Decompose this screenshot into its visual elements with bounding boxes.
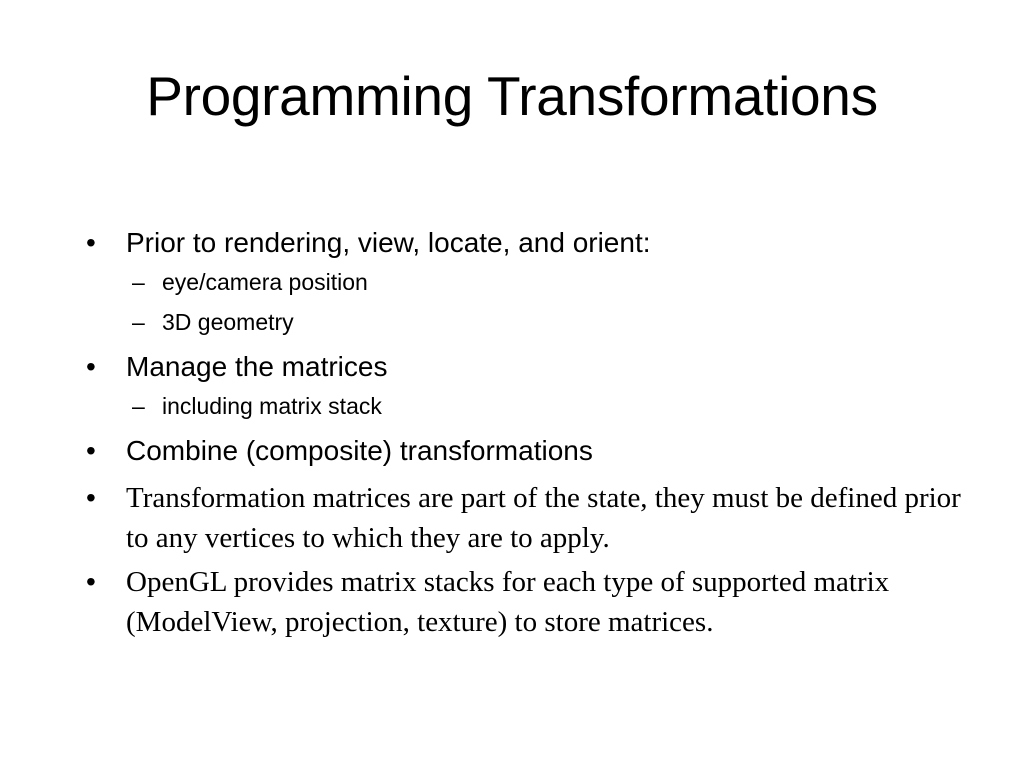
- bullet-marker: •: [86, 227, 96, 258]
- sub-bullet-text: eye/camera position: [162, 269, 368, 295]
- slide-body: [86, 226, 966, 646]
- dash-marker: –: [132, 269, 145, 295]
- bullet-item: [86, 478, 966, 558]
- bullet-marker: •: [86, 482, 96, 513]
- sub-bullet-text: including matrix stack: [162, 393, 382, 419]
- bullet-marker: •: [86, 566, 96, 597]
- bullet-item: [86, 350, 966, 384]
- bullet-text: Combine (composite) transformations: [126, 435, 593, 466]
- bullet-text: Transformation matrices are part of the state, they must be defined prior to any vertices to which they are to apply.: [126, 482, 961, 554]
- bullet-item: [86, 226, 966, 260]
- sub-bullet-text: 3D geometry: [162, 309, 294, 335]
- bullet-text: Manage the matrices: [126, 351, 388, 382]
- bullet-text: OpenGL provides matrix stacks for each type of supported matrix (ModelView, projection, texture) to store matrices.: [126, 566, 890, 638]
- bullet-marker: •: [86, 351, 96, 382]
- sub-bullet-item: [132, 308, 966, 336]
- bullet-item: [86, 434, 966, 468]
- bullet-marker: •: [86, 435, 96, 466]
- bullet-text: Prior to rendering, view, locate, and orient:: [126, 227, 651, 258]
- sub-bullet-item: [132, 268, 966, 296]
- dash-marker: –: [132, 309, 145, 335]
- slide-title: Programming Transformations: [146, 65, 878, 127]
- bullet-item: [86, 562, 966, 642]
- sub-bullet-item: [132, 392, 966, 420]
- dash-marker: –: [132, 393, 145, 419]
